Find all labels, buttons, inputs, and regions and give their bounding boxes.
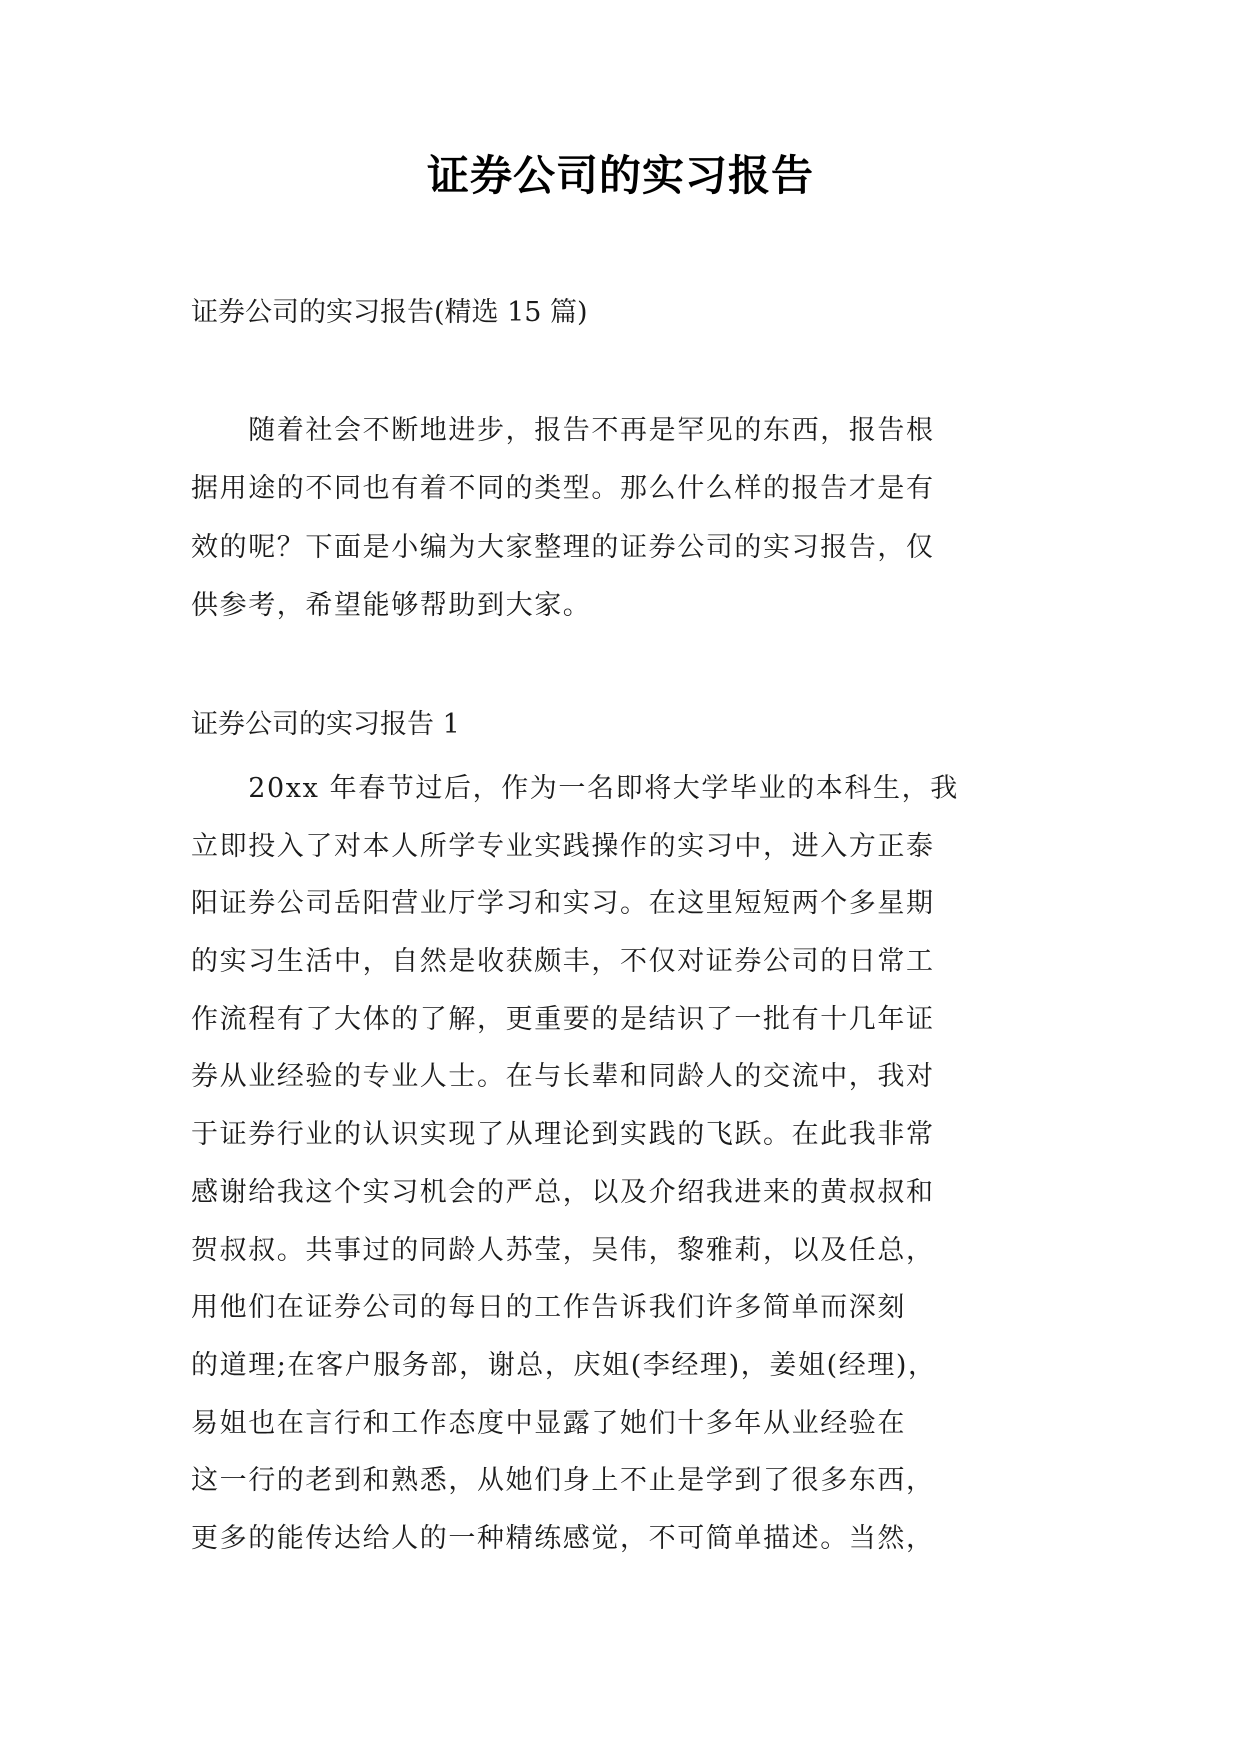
paragraph-line: 供参考，希望能够帮助到大家。 (191, 589, 592, 621)
paragraph-line: 阳证券公司岳阳营业厅学习和实习。在这里短短两个多星期 (191, 888, 935, 920)
paragraph-line: 据用途的不同也有着不同的类型。那么什么样的报告才是有 (191, 473, 935, 505)
paragraph-line: 立即投入了对本人所学专业实践操作的实习中，进入方正泰 (191, 830, 935, 862)
paragraph-line: 券从业经验的专业人士。在与长辈和同龄人的交流中，我对 (191, 1061, 935, 1093)
paragraph-line: 更多的能传达给人的一种精练感觉，不可简单描述。当然， (191, 1522, 935, 1554)
paragraph-line: 贺叔叔。共事过的同龄人苏莹，吴伟，黎雅莉，以及任总， (191, 1234, 935, 1266)
paragraph-line: 效的呢？下面是小编为大家整理的证券公司的实习报告，仅 (191, 531, 935, 563)
paragraph-line: 用他们在证券公司的每日的工作告诉我们许多简单而深刻 (191, 1292, 906, 1324)
intro-paragraph (191, 402, 935, 635)
section-heading: 证券公司的实习报告 1 (191, 709, 460, 740)
paragraph-line: 感谢给我这个实习机会的严总，以及介绍我进来的黄叔叔和 (191, 1176, 935, 1208)
paragraph-line: 这一行的老到和熟悉，从她们身上不止是学到了很多东西， (191, 1465, 935, 1497)
body-paragraph (191, 760, 959, 1568)
paragraph-line: 20xx 年春节过后，作为一名即将大学毕业的本科生，我 (191, 773, 959, 804)
paragraph-line: 易姐也在言行和工作态度中显露了她们十多年从业经验在 (191, 1407, 906, 1439)
paragraph-line: 的道理;在客户服务部，谢总，庆姐(李经理)，姜姐(经理)， (191, 1349, 937, 1381)
document-subtitle: 证券公司的实习报告(精选 15 篇) (191, 297, 588, 328)
paragraph-line: 的实习生活中，自然是收获颇丰，不仅对证券公司的日常工 (191, 946, 935, 978)
paragraph-line: 于证券行业的认识实现了从理论到实践的飞跃。在此我非常 (191, 1119, 935, 1151)
paragraph-line: 作流程有了大体的了解，更重要的是结识了一批有十几年证 (191, 1003, 935, 1035)
paragraph-line: 随着社会不断地进步，报告不再是罕见的东西，报告根 (191, 415, 935, 446)
document-title: 证券公司的实习报告 (426, 151, 814, 200)
